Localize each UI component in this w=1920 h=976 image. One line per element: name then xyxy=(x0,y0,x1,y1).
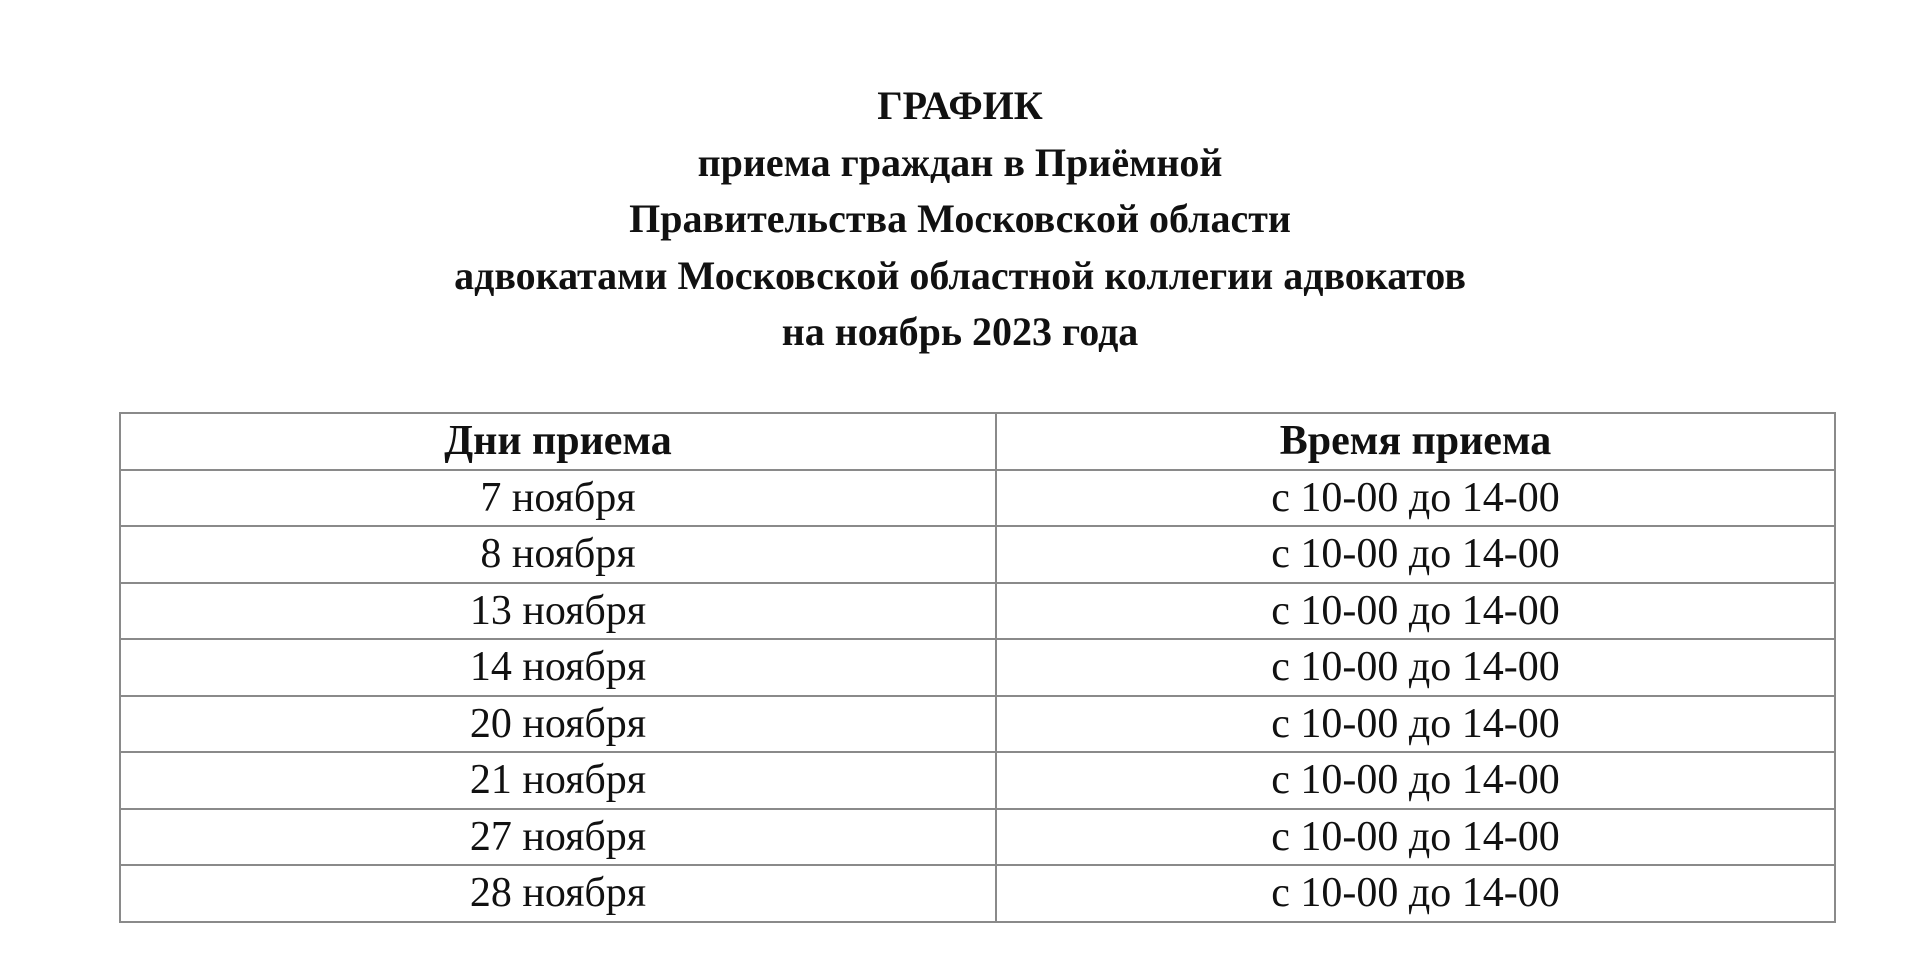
time-cell: с 10-00 до 14-00 xyxy=(996,809,1835,866)
header-days: Дни приема xyxy=(120,413,996,470)
day-cell: 21 ноября xyxy=(120,752,996,809)
time-cell: с 10-00 до 14-00 xyxy=(996,470,1835,527)
table-row xyxy=(120,526,1835,583)
title-line: Правительства Московской области xyxy=(629,196,1291,241)
time-cell: с 10-00 до 14-00 xyxy=(996,752,1835,809)
day-cell: 13 ноября xyxy=(120,583,996,640)
table-row xyxy=(120,696,1835,753)
table-row xyxy=(120,470,1835,527)
title-line: адвокатами Московской областной коллегии адвокатов xyxy=(454,252,1466,298)
day-cell: 8 ноября xyxy=(120,526,996,583)
document-title xyxy=(0,78,1920,361)
header-time: Время приема xyxy=(996,413,1835,470)
day-cell: 20 ноября xyxy=(120,696,996,753)
time-cell: с 10-00 до 14-00 xyxy=(996,639,1835,696)
title-line: приема граждан в Приёмной xyxy=(697,139,1223,185)
title-line: на ноябрь 2023 года xyxy=(781,309,1139,354)
day-cell: 14 ноября xyxy=(120,639,996,696)
table-row xyxy=(120,583,1835,640)
table-header-row xyxy=(120,413,1835,470)
table-row xyxy=(120,809,1835,866)
time-cell: с 10-00 до 14-00 xyxy=(996,526,1835,583)
day-cell: 7 ноября xyxy=(120,470,996,527)
table-row xyxy=(120,865,1835,922)
title-line: ГРАФИК xyxy=(877,83,1043,128)
time-cell: с 10-00 до 14-00 xyxy=(996,696,1835,753)
schedule-table xyxy=(119,412,1836,923)
day-cell: 27 ноября xyxy=(120,809,996,866)
table-row xyxy=(120,752,1835,809)
day-cell: 28 ноября xyxy=(120,865,996,922)
table-body xyxy=(120,470,1835,922)
table-row xyxy=(120,639,1835,696)
time-cell: с 10-00 до 14-00 xyxy=(996,583,1835,640)
time-cell: с 10-00 до 14-00 xyxy=(996,865,1835,922)
